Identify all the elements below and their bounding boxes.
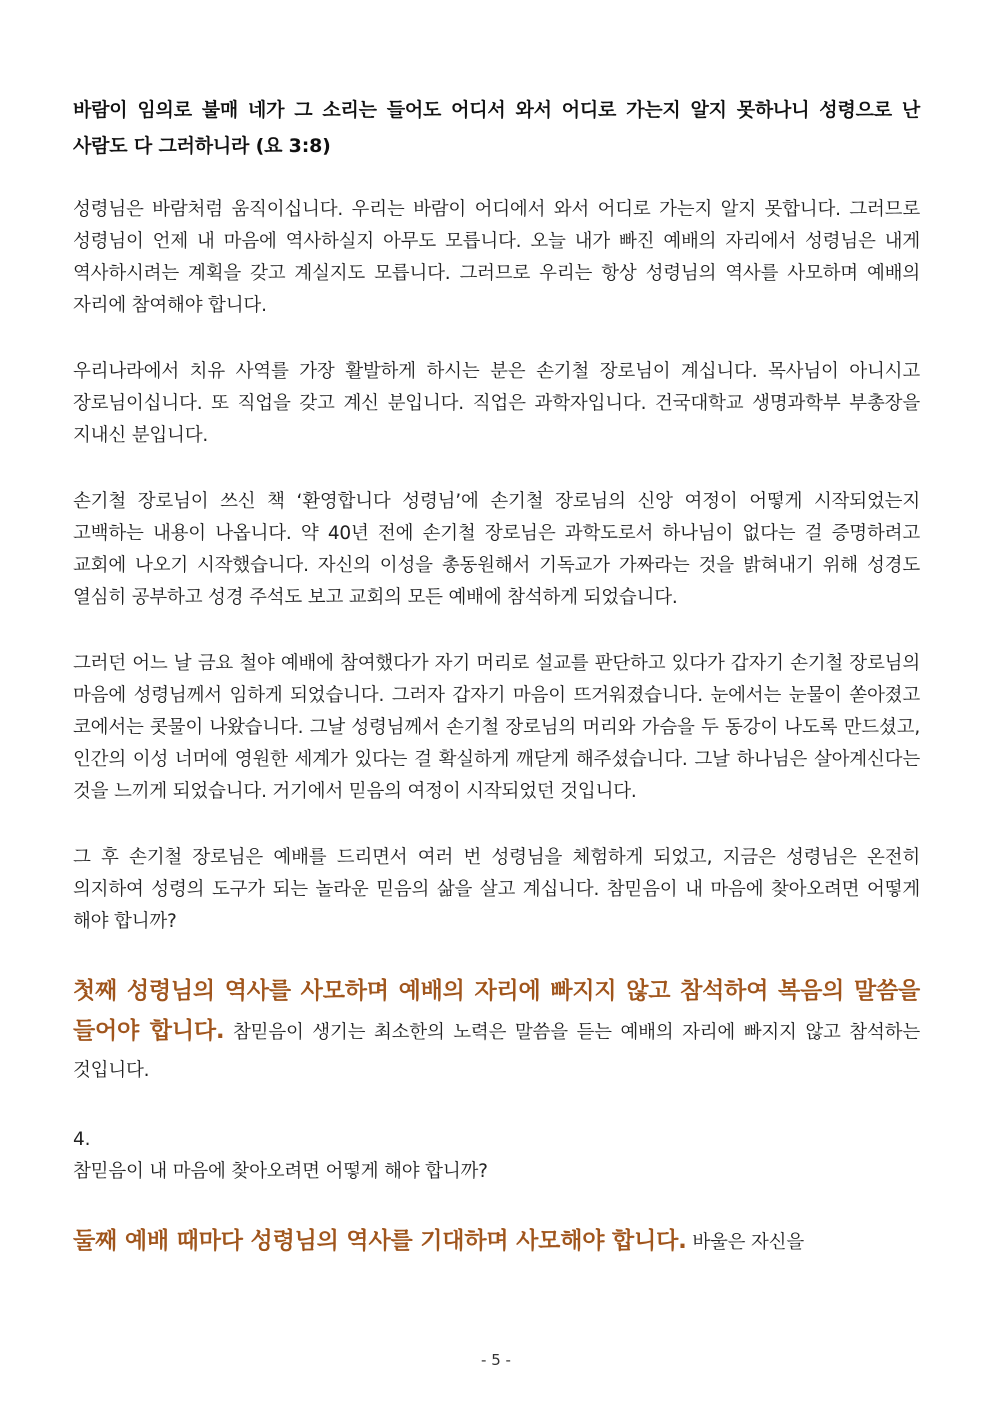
- body-paragraph-5: 그 후 손기철 장로님은 예배를 드리면서 여러 번 성령님을 체험하게 되었고, 지금은 성령님은 온전히 의지하여 성령의 도구가 되는 놀라운 믿음의 삶을 살고 계십니다. 참믿음이 내 마음에 찾아오려면 어떻게 해야 합니까?: [73, 847, 920, 932]
- body-paragraph-3: 손기철 장로님이 쓰신 책 ‘환영합니다 성령님’에 손기철 장로님의 신앙 여정이 어떻게 시작되었는지 고백하는 내용이 나옵니다. 약 40년 전에 손기철 장로님은 과학도로서 하나님이 없다는 걸 증명하려고 교회에 나오기 시작했습니다. 자신의 이성을 총동원해서 기독교가 가짜라는 것을 밝혀내기 위해 성경도 열심히 공부하고 성경 주석도 보고 교회의 모든 예배에 참석하게 되었습니다.: [73, 491, 920, 608]
- body-paragraph-4: 그러던 어느 날 금요 철야 예배에 참여했다가 자기 머리로 설교를 판단하고 있다가 갑자기 손기철 장로님의 마음에 성령님께서 임하게 되었습니다. 그러자 갑자기 마음이 뜨거워졌습니다. 눈에서는 눈물이 쏟아졌고 코에서는 콧물이 나왔습니다. 그날 성령님께서 손기철 장로님의 머리와 가슴을 두 동강이 나도록 만드셨고, 인간의 이성 너머에 영원한 세계가 있다는 걸 확실하게 깨닫게 해주셨습니다. 그날 하나님은 살아계신다는 것을 느끼게 되었습니다. 거기에서 믿음의 여정이 시작되었던 것입니다.: [73, 653, 920, 802]
- section-number: 4.: [73, 1129, 91, 1150]
- body-paragraph-1: 성령님은 바람처럼 움직이십니다. 우리는 바람이 어디에서 와서 어디로 가는지 알지 못합니다. 그러므로 성령님이 언제 내 마음에 역사하실지 아무도 모릅니다. 오늘 내가 빠진 예배의 자리에서 성령님은 내게 역사하시려는 계획을 갖고 계실지도 모릅니다. 그러므로 우리는 항상 성령님의 역사를 사모하며 예배의 자리에 참여해야 합니다.: [73, 199, 920, 316]
- body-paragraph-2: 우리나라에서 치유 사역를 가장 활발하게 하시는 분은 손기철 장로님이 계십니다. 목사님이 아니시고 장로님이십니다. 또 직업을 갖고 계신 분입니다. 직업은 과학자입니다. 건국대학교 생명과학부 부총장을 지내신 분입니다.: [73, 361, 920, 446]
- section-question: 참믿음이 내 마음에 찾아오려면 어떻게 해야 합니까?: [73, 1161, 488, 1182]
- point-two-heading: 둘째 예배 때마다 성령님의 역사를 기대하며 사모해야 합니다.: [73, 1228, 687, 1254]
- point-one-heading: 첫째 성령님의 역사를 사모하며 예배의 자리에 빠지지 않고 참석하여 복음의 말씀을 들어야 합니다.: [73, 978, 920, 1044]
- scripture-verse: 바람이 임의로 불매 네가 그 소리는 들어도 어디서 와서 어디로 가는지 알지 못하나니 성령으로 난 사람도 다 그러하니라 (요 3:8): [73, 99, 920, 157]
- point-two-paragraph: [73, 1222, 920, 1262]
- point-one-body: 참믿음이 생기는 최소한의 노력은 말씀을 듣는 예배의 자리에 빠지지 않고 참석하는 것입니다.: [73, 1022, 920, 1081]
- point-one-paragraph: [73, 972, 920, 1090]
- point-two-body: 바울은 자신을: [686, 1232, 805, 1253]
- page-number: - 5 -: [481, 1351, 511, 1369]
